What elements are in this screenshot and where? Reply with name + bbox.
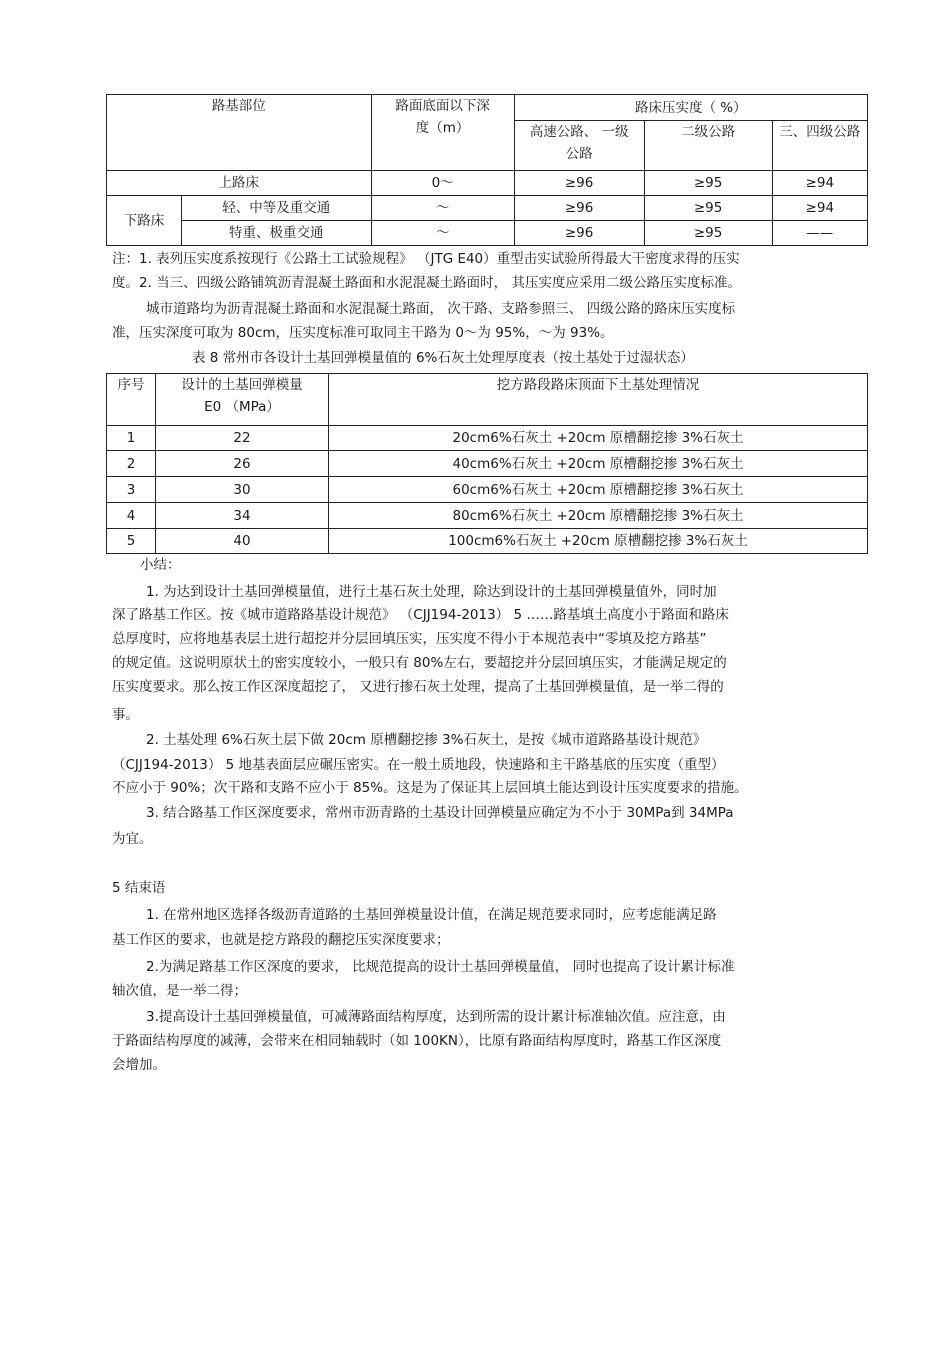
header-no: 序号 (107, 374, 156, 426)
cell-g2: ≥95 (644, 221, 772, 246)
header-depth (371, 95, 514, 171)
cell-g1: ≥96 (514, 221, 644, 246)
cell-no: 2 (107, 451, 156, 477)
cell-modulus: 40 (156, 529, 329, 554)
cell-modulus: 30 (156, 477, 329, 503)
cell-g3: —— (772, 221, 867, 246)
table-row (107, 196, 868, 221)
summary-p2-line: 不应小于 90%；次干路和支路不应小于 85%。这是为了保证其上层回填土能达到设计压实度要求的措施。 (112, 780, 748, 796)
cell-no: 4 (107, 503, 156, 529)
summary-p2-line: 2. 土基处理 6%石灰土层下做 20cm 原槽翻挖掺 3%石灰土，是按《城市道路路基设计规范》 (146, 732, 707, 748)
header-grade3: 三、四级公路 (772, 121, 867, 171)
cell-part: 轻、中等及重交通 (182, 196, 372, 221)
cell-depth: ～ (371, 221, 514, 246)
note-line: 度。2. 当三、四级公路铺筑沥青混凝土路面和水泥混凝土路面时， 其压实度应采用二级公路压实度标准。 (112, 275, 741, 291)
table-row (107, 529, 868, 554)
cell-modulus: 34 (156, 503, 329, 529)
summary-p1-line: 深了路基工作区。按《城市道路路基设计规范》 （CJJ194-2013） 5 ……路基填土高度小于路面和路床 (112, 607, 729, 623)
cell-g1: ≥96 (514, 196, 644, 221)
treatment-table (106, 373, 868, 554)
conclusion-p3-line: 会增加。 (112, 1057, 166, 1073)
header-grade1-line1: 高速公路、 一级 (529, 124, 629, 140)
cell-treatment: 40cm6%石灰土 +20cm 原槽翻挖掺 3%石灰土 (329, 451, 868, 477)
conclusion-p3-line: 于路面结构厚度的减薄，会带来在相同轴载时（如 100KN），比原有路面结构厚度时，路基工作区深度 (112, 1033, 722, 1049)
cell-modulus: 22 (156, 426, 329, 451)
cell-part: 特重、极重交通 (182, 221, 372, 246)
note-line: 注：1. 表列压实度系按现行《公路土工试验规程》 （JTG E40）重型击实试验所得最大干密度求得的压实 (112, 251, 740, 267)
cell-g2: ≥95 (644, 196, 772, 221)
cell-g3: ≥94 (772, 196, 867, 221)
summary-p1-line: 总厚度时，应将地基表层土进行超挖并分层回填压实，压实度不得小于本规范表中“零填及挖方路基” (112, 631, 707, 647)
table-row (107, 503, 868, 529)
cell-depth: 0～ (371, 171, 514, 196)
table-row (107, 477, 868, 503)
header-treatment: 挖方路段路床顶面下土基处理情况 (329, 374, 868, 426)
compaction-table (106, 94, 868, 246)
summary-title: 小结： (140, 557, 181, 573)
header-modulus-line2: E0 （MPa） (204, 399, 280, 415)
header-part-label: 路基部位 (211, 98, 266, 114)
cell-treatment: 80cm6%石灰土 +20cm 原槽翻挖掺 3%石灰土 (329, 503, 868, 529)
note-line: 准，压实深度可取为 80cm，压实度标准可取同主干路为 0～为 95%，～为 93%。 (112, 325, 614, 341)
summary-p1-line: 压实度要求。那么按工作区深度超挖了， 又进行掺石灰土处理，提高了土基回弹模量值，是一举二得的 (112, 679, 724, 695)
conclusion-p1-line: 基工作区的要求，也就是挖方路段的翻挖压实深度要求； (112, 932, 450, 948)
header-grade2: 二级公路 (644, 121, 772, 171)
cell-no: 1 (107, 426, 156, 451)
summary-p3-line: 3. 结合路基工作区深度要求，常州市沥青路的土基设计回弹模量应确定为不小于 30MPa到 34MPa (146, 805, 734, 821)
header-part (107, 95, 372, 171)
cell-treatment: 100cm6%石灰土 +20cm 原槽翻挖掺 3%石灰土 (329, 529, 868, 554)
summary-p3-line: 为宜。 (112, 831, 153, 847)
table-row (107, 451, 868, 477)
header-compaction: 路床压实度（ %） (514, 95, 867, 121)
summary-p2-line: （CJJ194-2013） 5 地基表面层应碾压密实。在一般土质地段，快速路和主干路基底的压实度（重型） (112, 757, 725, 773)
summary-p1-line: 的规定值。这说明原状土的密实度较小，一般只有 80%左右，要超挖并分层回填压实，才能满足规定的 (112, 655, 727, 671)
header-depth-line1: 路面底面以下深 (395, 98, 490, 114)
header-grade1-line2: 公路 (565, 146, 593, 162)
table-row (107, 171, 868, 196)
cell-no: 5 (107, 529, 156, 554)
cell-g3: ≥94 (772, 171, 867, 196)
cell-part: 上路床 (107, 171, 372, 196)
cell-modulus: 26 (156, 451, 329, 477)
cell-no: 3 (107, 477, 156, 503)
note-line: 城市道路均为沥青混凝土路面和水泥混凝土路面， 次干路、支路参照三、 四级公路的路床压实度标 (146, 301, 736, 317)
cell-treatment: 60cm6%石灰土 +20cm 原槽翻挖掺 3%石灰土 (329, 477, 868, 503)
header-modulus-line1: 设计的土基回弹模量 (181, 377, 303, 393)
conclusion-p1-line: 1. 在常州地区选择各级沥青道路的土基回弹模量设计值，在满足规范要求同时，应考虑能满足路 (146, 907, 717, 923)
cell-group: 下路床 (107, 196, 182, 246)
conclusion-p3-line: 3.提高设计土基回弹模量值，可减薄路面结构厚度，达到所需的设计累计标准轴次值。应注意，由 (146, 1009, 726, 1025)
cell-g1: ≥96 (514, 171, 644, 196)
header-modulus (156, 374, 329, 426)
cell-g2: ≥95 (644, 171, 772, 196)
header-depth-line2: 度（m） (415, 120, 470, 136)
summary-p1-line: 事。 (112, 707, 139, 723)
header-grade1 (514, 121, 644, 171)
cell-treatment: 20cm6%石灰土 +20cm 原槽翻挖掺 3%石灰土 (329, 426, 868, 451)
table-row (107, 426, 868, 451)
conclusion-p2-line: 轴次值，是一举二得； (112, 983, 247, 999)
summary-p1-line: 1. 为达到设计土基回弹模量值，进行土基石灰土处理，除达到设计的土基回弹模量值外，同时加 (146, 584, 717, 600)
conclusion-p2-line: 2.为满足路基工作区深度的要求， 比规范提高的设计土基回弹模量值， 同时也提高了设计累计标准 (146, 959, 735, 975)
table-caption: 表 8 常州市各设计土基回弹模量值的 6%石灰土处理厚度表（按土基处于过湿状态） (192, 350, 694, 366)
cell-depth: ～ (371, 196, 514, 221)
table-row (107, 221, 868, 246)
conclusion-title: 5 结束语 (112, 880, 166, 896)
